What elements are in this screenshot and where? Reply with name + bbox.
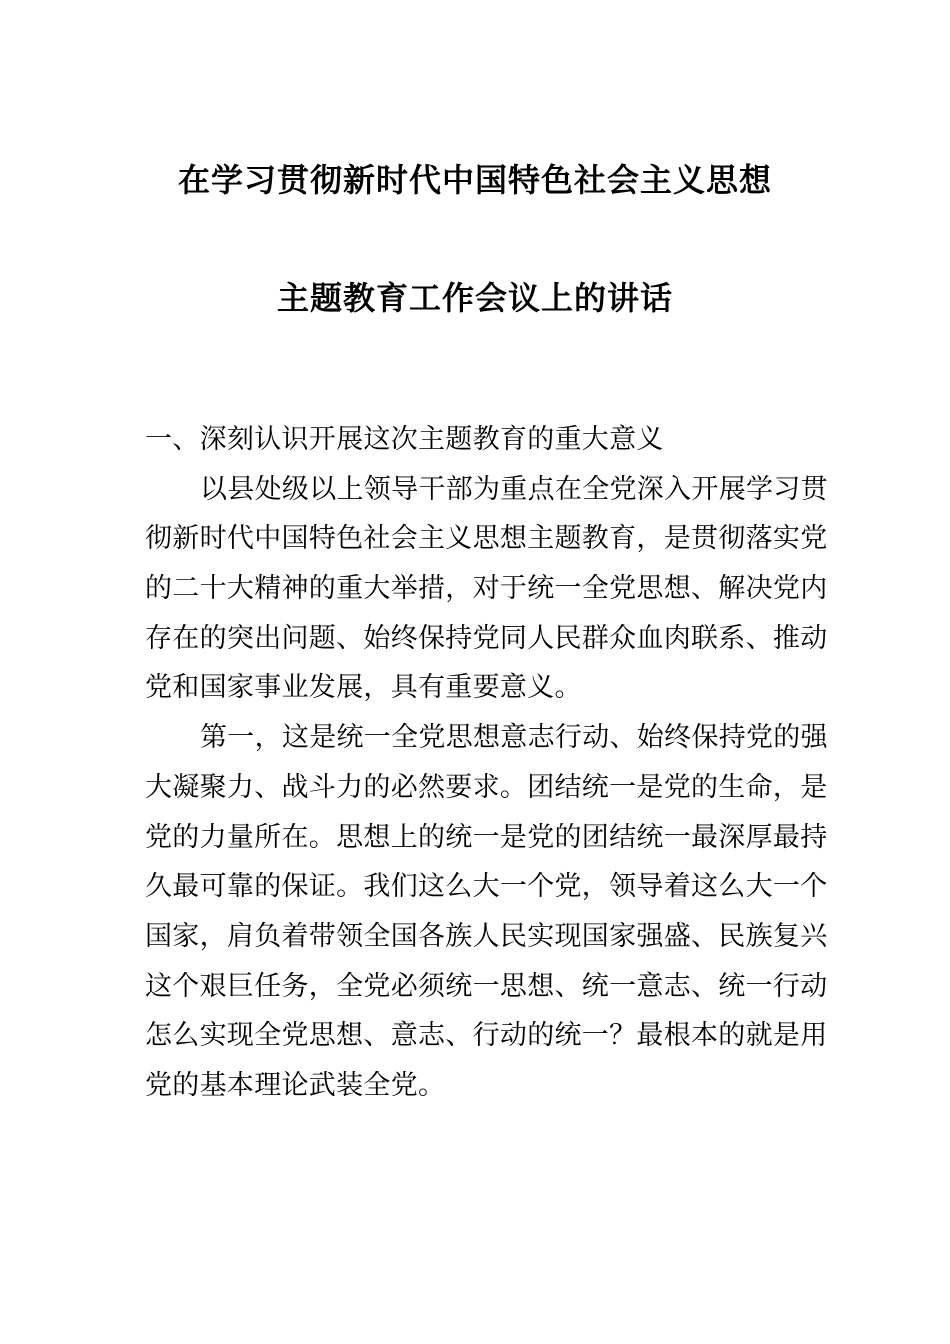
paragraph-line: 久最可靠的保证。我们这么大一个党，领导着这么大一个 [145, 871, 828, 903]
paragraph-line: 大凝聚力、战斗力的必然要求。团结统一是党的生命，是 [145, 771, 828, 803]
section-heading: 一、深刻认识开展这次主题教育的重大意义 [145, 424, 664, 455]
document-title-line-1: 在学习贯彻新时代中国特色社会主义思想 [177, 161, 772, 199]
paragraph-line: 党和国家事业发展，具有重要意义。 [145, 672, 582, 704]
paragraph [145, 718, 828, 1116]
paragraph-line: 党的基本理论武装全党。 [145, 1069, 446, 1101]
paragraph-line: 党的力量所在。思想上的统一是党的团结统一最深厚最持 [145, 821, 828, 853]
paragraph-line: 这个艰巨任务，全党必须统一思想、统一意志、统一行动 [145, 970, 828, 1002]
paragraphs [145, 470, 828, 1116]
paragraph [145, 470, 828, 718]
paragraph-line: 怎么实现全党思想、意志、行动的统一？最根本的就是用 [145, 1020, 828, 1052]
document-title-line-2: 主题教育工作会议上的讲话 [276, 279, 673, 317]
paragraph-line: 存在的突出问题、始终保持党同人民群众血肉联系、推动 [145, 622, 828, 654]
document-body [145, 420, 828, 1116]
paragraph-line: 彻新时代中国特色社会主义思想主题教育，是贯彻落实党 [145, 523, 828, 555]
paragraph-line: 第一，这是统一全党思想意志行动、始终保持党的强 [200, 722, 828, 754]
paragraph-line: 国家，肩负着带领全国各族人民实现国家强盛、民族复兴 [145, 920, 828, 952]
paragraph-line: 以县处级以上领导干部为重点在全党深入开展学习贯 [200, 473, 828, 505]
paragraph-line: 的二十大精神的重大举措，对于统一全党思想、解决党内 [145, 573, 828, 605]
